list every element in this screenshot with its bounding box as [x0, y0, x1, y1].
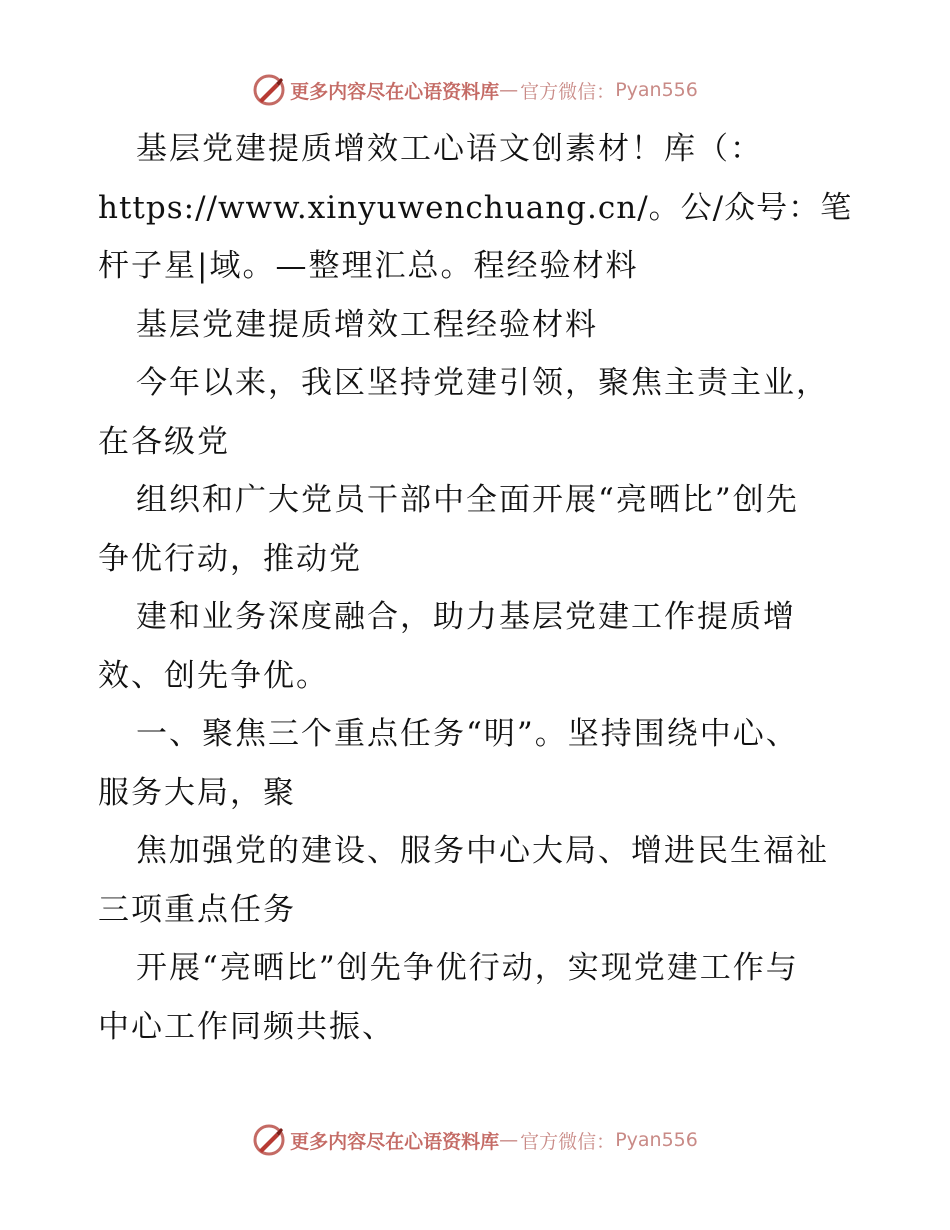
banner-label: 官方微信：: [520, 80, 616, 103]
paragraph-3-line-1: 今年以来，我区坚持党建引领，聚焦主责主业，: [136, 365, 829, 401]
banner-wechat-id: Pyan556: [615, 79, 698, 101]
footer-watermark: [0, 1120, 950, 1160]
paragraph-8-line-2: 中心工作同频共振、: [98, 1008, 395, 1045]
paragraph-5-line-2: 效、创先争优。: [98, 657, 329, 694]
document-body: [98, 120, 858, 1056]
pen-logo-icon: [252, 73, 286, 107]
banner-dash: —: [499, 79, 519, 101]
banner-text: 更多内容尽在心语资料库: [290, 1130, 500, 1153]
banner-dash: —: [499, 1129, 519, 1151]
header-watermark: [0, 70, 950, 110]
paragraph-5-line-1: 建和业务深度融合，助力基层党建工作提质增: [136, 599, 796, 635]
paragraph-7-line-1: 焦加强党的建设、服务中心大局、增进民生福祉: [136, 833, 829, 869]
banner-wechat-id: Pyan556: [615, 1129, 698, 1151]
paragraph-1-line-2: https://www.xinyuwenchuang.cn/。公/众号：笔: [98, 189, 853, 226]
document-title: 基层党建提质增效工程经验材料: [136, 306, 598, 343]
paragraph-1-line-1: 基层党建提质增效工心语文创素材！库（：: [136, 131, 763, 167]
banner-text: 更多内容尽在心语资料库: [290, 80, 500, 103]
paragraph-8-line-1: 开展“亮晒比”创先争优行动，实现党建工作与: [136, 950, 799, 986]
paragraph-4-line-1: 组织和广大党员干部中全面开展“亮晒比”创先: [136, 482, 799, 518]
paragraph-3-line-2: 在各级党: [98, 423, 230, 460]
paragraph-1-line-3: 杆子星|域。—整理汇总。程经验材料: [98, 248, 639, 284]
paragraph-7-line-2: 三项重点任务: [98, 891, 296, 928]
paragraph-6-line-1: 一、聚焦三个重点任务“明”。坚持围绕中心、: [136, 716, 799, 752]
banner-label: 官方微信：: [520, 1130, 616, 1153]
paragraph-4-line-2: 争优行动，推动党: [98, 540, 362, 577]
pen-logo-icon: [252, 1123, 286, 1157]
paragraph-6-line-2: 服务大局，聚: [98, 774, 296, 811]
